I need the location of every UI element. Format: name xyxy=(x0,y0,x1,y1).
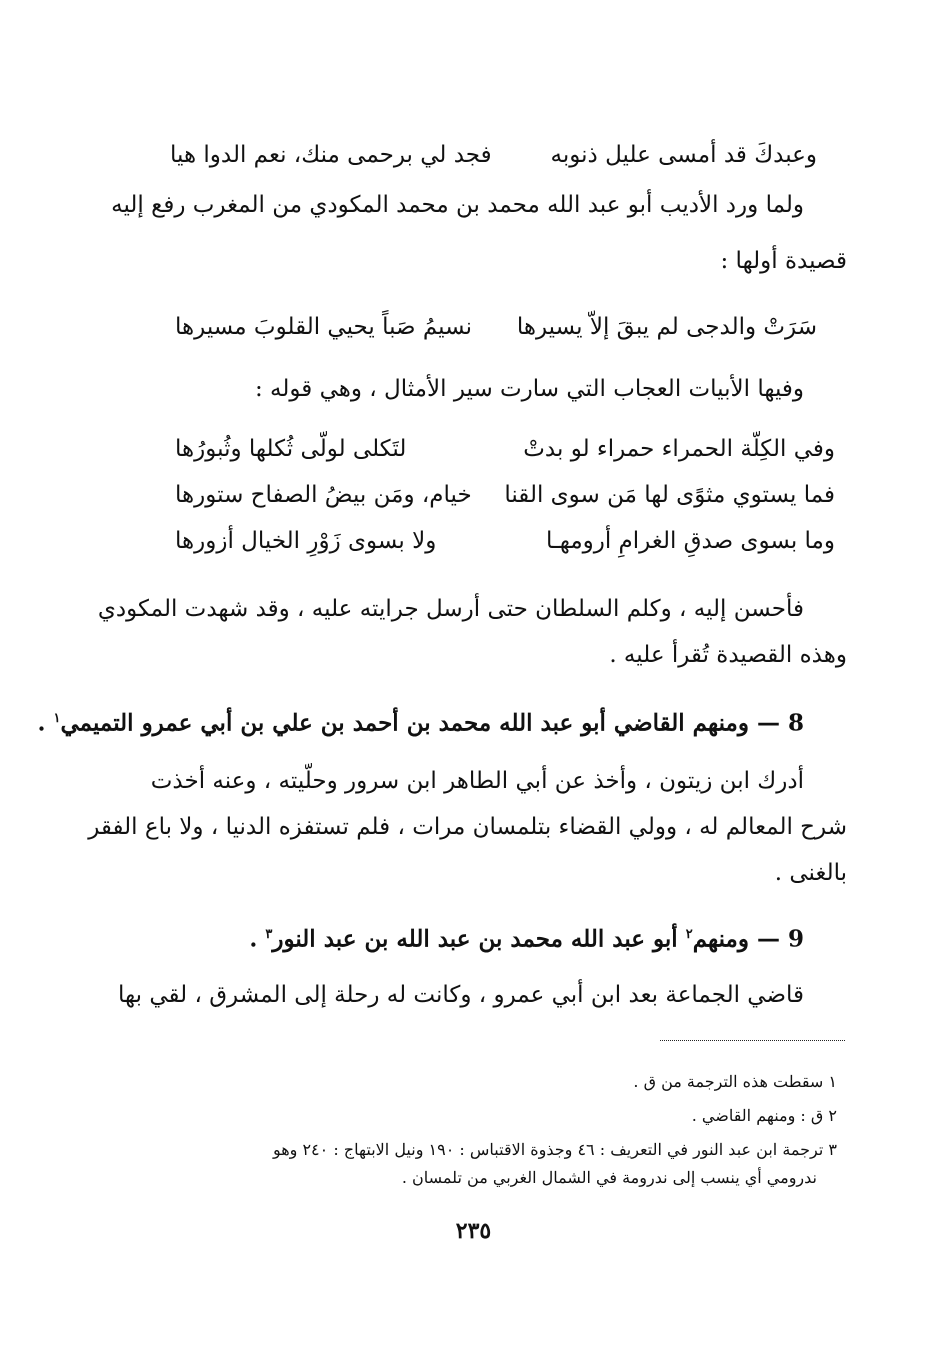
footnote-2: ٢ ق : ومنهم القاضي . xyxy=(691,1106,837,1125)
verse-top-hemistich-right: وعبدكَ قد أمسى عليل ذنوبه xyxy=(550,142,817,168)
footnote-divider xyxy=(660,1040,845,1041)
page-number: ٢٣٥ xyxy=(455,1218,492,1244)
verse-top-hemistich-left: فجد لي برحمى منك، نعم الدوا هيا xyxy=(170,142,492,168)
para3-line2: وهذه القصيدة تُقرأ عليه . xyxy=(609,642,847,668)
verse2-hemistich-left: نسيمُ صَباً يحيي القلوبَ مسيرها xyxy=(175,314,473,340)
footnote-3-line1: ٣ ترجمة ابن عبد النور في التعريف : ٤٦ وجذوة الاقتباس : ١٩٠ ونيل الابتهاج : ٢٤٠ وهو xyxy=(272,1140,837,1159)
entry8-footnote-ref: ١ xyxy=(53,711,61,726)
entry9-footnote-ref-a: ٢ xyxy=(685,927,693,942)
entry9-line1: قاضي الجماعة بعد ابن أبي عمرو ، وكانت له رحلة إلى المشرق ، لقي بها xyxy=(118,982,804,1008)
footnote-1: ١ سقطت هذه الترجمة من ق . xyxy=(633,1072,837,1091)
entry9-heading xyxy=(249,918,804,957)
entry9-footnote-ref-b: ٣ xyxy=(265,927,273,942)
verse3-3-hemistich-right: وما بسوى صدقِ الغرامِ أرومهـا xyxy=(545,528,835,554)
para3-line1: فأحسن إليه ، وكلم السلطان حتى أرسل جرايته عليه ، وقد شهدت المكودي xyxy=(97,596,804,622)
para1-line2: قصيدة أولها : xyxy=(720,248,847,274)
entry9-heading-end: . xyxy=(249,925,266,953)
entry8-heading-end: . xyxy=(37,709,54,737)
footnote-3-line2: ندرومي أي ينسب إلى ندرومة في الشمال الغربي من تلمسان . xyxy=(401,1168,817,1187)
verse3-2-hemistich-right: فما يستوي مثوًى لها مَن سوى القنا xyxy=(504,482,835,508)
verse2-hemistich-right: سَرَتْ والدجى لم يبقَ إلاّ يسيرها xyxy=(516,314,817,340)
verse3-1-hemistich-right: وفي الكِلّة الحمراء حمراء لو بدتْ xyxy=(523,436,835,462)
entry9-heading-start: 9 — ومنهم xyxy=(692,925,804,953)
entry8-heading xyxy=(38,702,804,741)
entry8-line2: شرح المعالم له ، وولي القضاء بتلمسان مرات ، فلم تستفزه الدنيا ، ولا باع الفقر xyxy=(88,814,847,840)
entry8-heading-text: 8 — ومنهم القاضي أبو عبد الله محمد بن أحمد بن علي بن أبي عمرو التميمي xyxy=(60,709,804,737)
entry8-line3: بالغنى . xyxy=(774,860,847,886)
para1-line1: ولما ورد الأديب أبو عبد الله محمد بن محمد المكودي من المغرب رفع إليه xyxy=(111,192,804,218)
verse3-2-hemistich-left: خيام، ومَن بيضُ الصفاح ستورها xyxy=(175,482,472,508)
para2-line: وفيها الأبيات العجاب التي سارت سير الأمثال ، وهي قوله : xyxy=(254,376,804,402)
entry9-heading-mid: أبو عبد الله محمد بن عبد الله بن عبد النور xyxy=(272,925,686,953)
verse3-3-hemistich-left: ولا بسوى زَوْرِ الخيال أزورها xyxy=(175,528,437,554)
entry8-line1: أدرك ابن زيتون ، وأخذ عن أبي الطاهر ابن سرور وحلّيته ، وعنه أخذت xyxy=(150,768,804,794)
verse3-1-hemistich-left: لتَكلى لولّى ثُكلها وثُبورُها xyxy=(175,436,407,462)
